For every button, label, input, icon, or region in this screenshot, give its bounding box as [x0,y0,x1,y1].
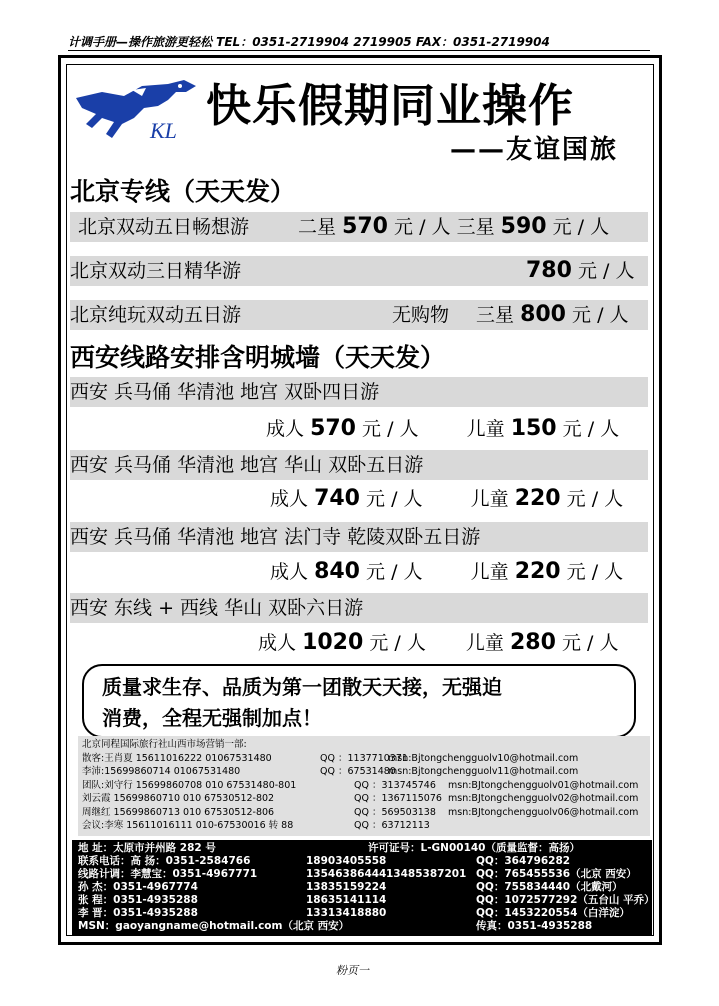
footer-contact-box [72,840,655,936]
beijing-item-1-name: 北京双动五日畅想游 [78,216,250,238]
footer-row: 线路计调：李慧宝：0351-4967771 1354638644413485387201 QQ：765455536（北京 西安） [78,868,637,880]
xian-item-3-name: 西安 兵马俑 华清池 地宫 法门寺 乾陵双卧五日游 [70,526,481,548]
page-footer: 粉页一 [336,964,369,977]
wolf-logo-icon [72,78,200,146]
beijing-item-3-price: 三星 800 元 / 人 [476,302,629,327]
contact-row: 周继红 15699860713 010 67530512-806 QQ ：569503138 msn:BJtongchengguolv06@hotmail.com [82,806,639,818]
xian-item-2-name: 西安 兵马俑 华清池 地宫 华山 双卧五日游 [70,454,424,476]
contact-row: 刘云霞 15699860710 010 67530512-802 QQ ：1367115076 msn:BJtongchengguolv02@hotmail.com [82,793,639,804]
contacts-header: 北京同程国际旅行社山西市场营销一部: [82,739,247,750]
brand-title: 快乐假期同业操作 [206,79,575,132]
slogan-text: 质量求生存、品质为第一团散天天接，无强迫 消费，全程无强制加点！ [102,675,502,730]
contact-row: 散客:王肖夏 15611016222 01067531480 QQ ：1137710371msn:Bjtongchengguolv10@hotmail.com [82,752,579,764]
price-value: 590 [500,214,547,239]
beijing-item-3-name: 北京纯玩双动五日游 [70,304,242,326]
beijing-item-1-prices: 二星 570 元 / 人 三星 590 元 / 人 [298,214,610,239]
beijing-item-2-name: 北京双动三日精华游 [70,260,242,282]
xian-item-3-prices: 成人 840 元 / 人 儿童 220 元 / 人 [270,559,624,584]
price-value: 570 [342,214,388,239]
beijing-section-title: 北京专线（天天发） [70,177,296,206]
footer-row: 孙 杰：0351-4967774 13835159224 QQ：755834440（北戴河） [78,881,623,893]
footer-row: 地 址：太原市并州路 282 号 许可证号：L-GN00140（质量监督：高扬） [78,842,580,854]
xian-section-title: 西安线路安排含明城墙（天天发） [70,343,446,372]
xian-item-2-prices: 成人 740 元 / 人 儿童 220 元 / 人 [270,486,624,511]
xian-item-4-name: 西安 东线 + 西线 华山 双卧六日游 [70,597,364,619]
footer-row: MSN：gaoyangname@hotmail.com（北京 西安） 传真：0351-4935288 [78,920,593,932]
beijing-item-2-price: 780 元 / 人 [526,258,635,283]
brand-subtitle: ——友谊国旅 [450,135,619,165]
footer-row: 张 程：0351-4935288 18635141114 QQ：1072577292（五台山 平乔） [78,894,655,906]
xian-item-1-prices: 成人 570 元 / 人 儿童 150 元 / 人 [266,416,620,441]
contact-row: 团队:刘守行 15699860708 010 67531480-801 QQ ：313745746 msn:BJtongchengguolv01@hotmail.com [82,779,639,791]
logo-letters: KL [150,118,177,143]
contact-row: 会议:李寒 15611016111 010-67530016 转 88 QQ ：63712113 [82,820,430,831]
footer-row: 李 晋：0351-4935288 13313418880 QQ：1453220554（白洋淀） [78,907,630,919]
contact-row: 李沛:15699860714 01067531480 QQ ：67531480msn:Bjtongchengguolv11@hotmail.com [82,766,579,777]
xian-item-1-name: 西安 兵马俑 华清池 地宫 双卧四日游 [70,381,380,403]
xian-item-4-prices: 成人 1020 元 / 人 儿童 280 元 / 人 [258,630,619,655]
beijing-item-3-note: 无购物 [392,304,450,326]
footer-row: 联系电话：高 扬：0351-2584766 18903405558 QQ：364796282 [78,855,571,867]
contacts-box [78,736,650,836]
header-contact-line: 计调手册—操作旅游更轻松 TEL：0351-2719904 2719905 FAX：0351-2719904 [68,34,650,51]
